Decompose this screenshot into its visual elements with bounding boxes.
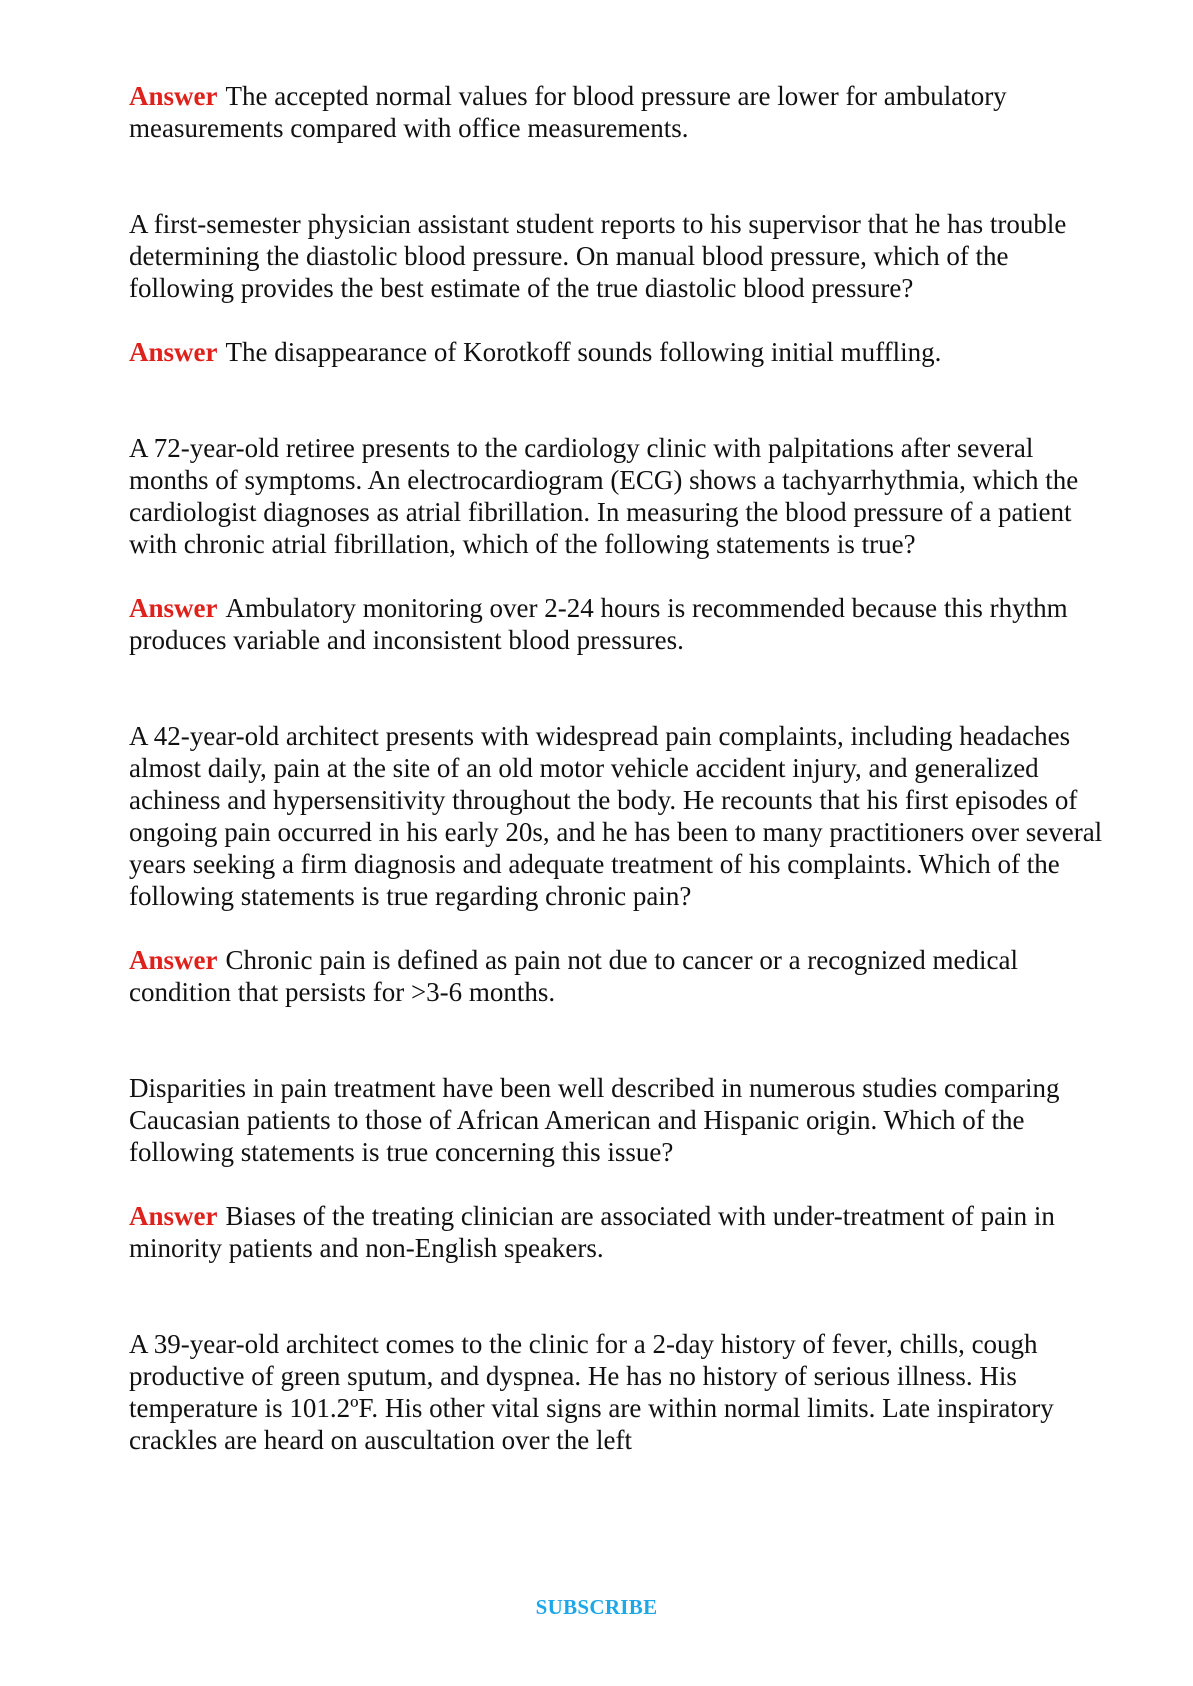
answer-label: Answer <box>129 593 218 623</box>
answer-label: Answer <box>129 1201 218 1231</box>
answer-label: Answer <box>129 945 218 975</box>
answer-paragraph-2 <box>129 336 1119 368</box>
answer-text: Biases of the treating clinician are associated with under-treatment of pain in minority patients and non-English speakers. <box>129 1201 1055 1263</box>
document-page <box>129 80 1119 1456</box>
question-paragraph-3: A 72-year-old retiree presents to the cardiology clinic with palpitations after several months of symptoms. An electrocardiogram (ECG) shows a tachyarrhythmia, which the cardiologist diagnoses as atrial fibrillation. In measuring the blood pressure of a patient with chronic atrial fibrillation, which of the following statements is true? <box>129 433 1079 559</box>
answer-paragraph-4 <box>129 944 1119 1008</box>
answer-label: Answer <box>129 81 218 111</box>
answer-text: The accepted normal values for blood pressure are lower for ambulatory measurements compared with office measurements. <box>129 81 1007 143</box>
question-paragraph-4: A 42-year-old architect presents with widespread pain complaints, including headaches almost daily, pain at the site of an old motor vehicle accident injury, and generalized achiness and hypersensitivity throughout the body. He recounts that his first episodes of ongoing pain occurred in his early 20s, and he has been to many practitioners over several years seeking a firm diagnosis and adequate treatment of his complaints. Which of the following statements is true regarding chronic pain? <box>129 721 1103 911</box>
question-paragraph-5: Disparities in pain treatment have been well described in numerous studies comparing Caucasian patients to those of African American and Hispanic origin. Which of the following statements is true concerning this issue? <box>129 1073 1060 1167</box>
answer-text: Chronic pain is defined as pain not due to cancer or a recognized medical condition that persists for >3-6 months. <box>129 945 1018 1007</box>
answer-paragraph-3 <box>129 592 1119 656</box>
answer-text: The disappearance of Korotkoff sounds following initial muffling. <box>225 337 942 367</box>
question-paragraph-2: A first-semester physician assistant student reports to his supervisor that he has trouble determining the diastolic blood pressure. On manual blood pressure, which of the following provides the best estimate of the true diastolic blood pressure? <box>129 209 1067 303</box>
answer-label: Answer <box>129 337 218 367</box>
subscribe-link[interactable]: SUBSCRIBE <box>535 1595 658 1619</box>
answer-text: Ambulatory monitoring over 2-24 hours is recommended because this rhythm produces variable and inconsistent blood pressures. <box>129 593 1068 655</box>
answer-paragraph-5 <box>129 1200 1119 1264</box>
answer-paragraph-1 <box>129 80 1119 144</box>
question-paragraph-6: A 39-year-old architect comes to the clinic for a 2-day history of fever, chills, cough productive of green sputum, and dyspnea. He has no history of serious illness. His temperature is 101.2ºF. His other vital signs are within normal limits. Late inspiratory crackles are heard on auscultation over the left <box>129 1329 1054 1455</box>
